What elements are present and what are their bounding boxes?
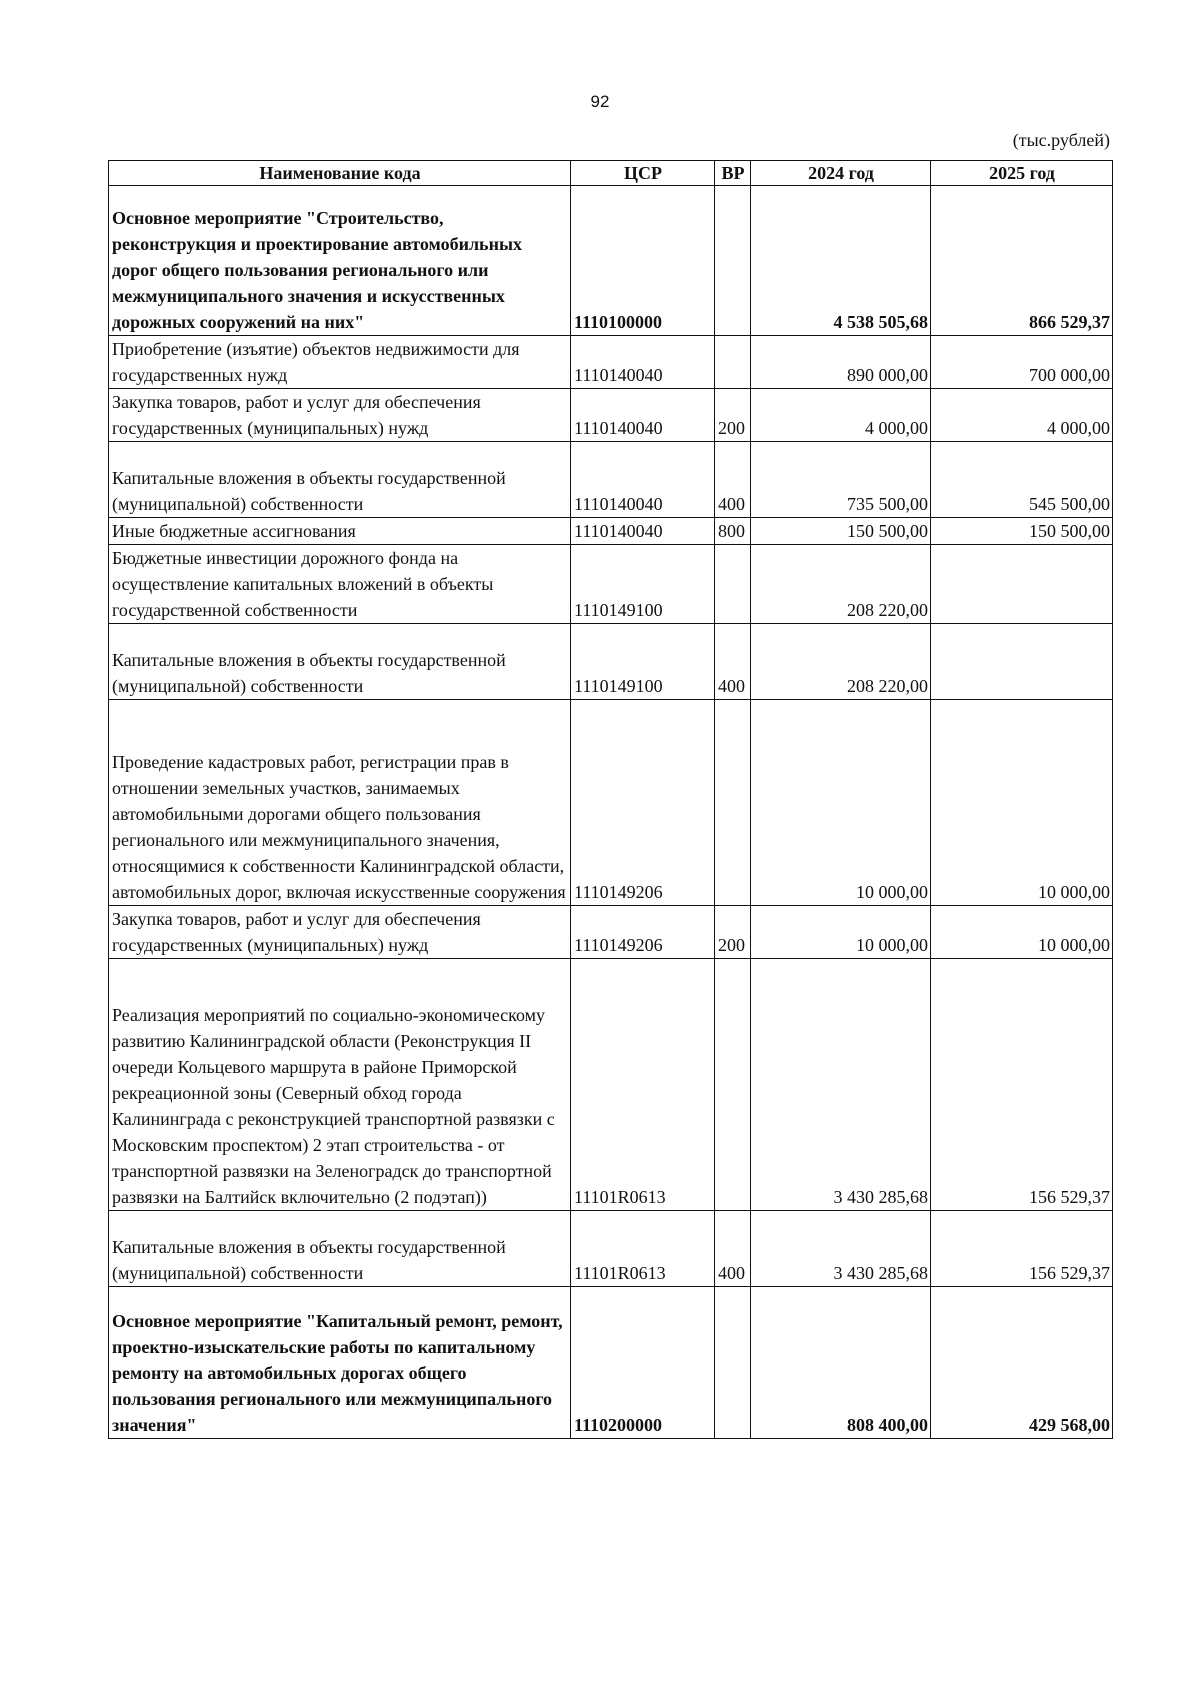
row-vr: 200 bbox=[715, 906, 751, 959]
row-csr: 1110140040 bbox=[571, 336, 715, 389]
row-csr: 11101R0613 bbox=[571, 959, 715, 1211]
table-row bbox=[109, 186, 1113, 336]
row-csr: 1110100000 bbox=[571, 186, 715, 336]
row-csr: 1110149100 bbox=[571, 624, 715, 700]
row-name: Закупка товаров, работ и услуг для обеспечения государственных (муниципальных) нужд bbox=[109, 389, 571, 442]
row-name: Бюджетные инвестиции дорожного фонда на осуществление капитальных вложений в объекты государственной собственности bbox=[109, 545, 571, 624]
row-value-2025: 700 000,00 bbox=[931, 336, 1113, 389]
header-vr: ВР bbox=[715, 161, 751, 186]
table-header-row bbox=[109, 161, 1113, 186]
row-vr bbox=[715, 1287, 751, 1439]
row-value-2025: 4 000,00 bbox=[931, 389, 1113, 442]
table-row bbox=[109, 700, 1113, 906]
row-csr: 1110140040 bbox=[571, 518, 715, 545]
row-name: Проведение кадастровых работ, регистрации прав в отношении земельных участков, занимаемых автомобильными дорогами общего пользования регионального или межмуниципального значения, относящимися к собственности Калининградской области, автомобильных дорог, включая искусственные сооружения bbox=[109, 700, 571, 906]
row-vr: 400 bbox=[715, 1211, 751, 1287]
row-csr: 1110149206 bbox=[571, 700, 715, 906]
header-name: Наименование кода bbox=[109, 161, 571, 186]
table-row bbox=[109, 1211, 1113, 1287]
row-vr: 200 bbox=[715, 389, 751, 442]
table-row bbox=[109, 389, 1113, 442]
row-vr bbox=[715, 336, 751, 389]
row-name: Капитальные вложения в объекты государственной (муниципальной) собственности bbox=[109, 1211, 571, 1287]
row-name: Закупка товаров, работ и услуг для обеспечения государственных (муниципальных) нужд bbox=[109, 906, 571, 959]
row-vr bbox=[715, 700, 751, 906]
row-name: Приобретение (изъятие) объектов недвижимости для государственных нужд bbox=[109, 336, 571, 389]
header-csr: ЦСР bbox=[571, 161, 715, 186]
row-name: Реализация мероприятий по социально-экономическому развитию Калининградской области (Реконструкция II очереди Кольцевого маршрута в районе Приморской рекреационной зоны (Северный обход города Калининграда с реконструкцией транспортной развязки с Московским проспектом) 2 этап строительства - от транспортной развязки на Зеленоградск до транспортной развязки на Балтийск включительно (2 подэтап)) bbox=[109, 959, 571, 1211]
row-name: Основное мероприятие "Строительство, реконструкция и проектирование автомобильных дорог общего пользования регионального или межмуниципального значения и искусственных дорожных сооружений на них" bbox=[109, 186, 571, 336]
row-vr bbox=[715, 186, 751, 336]
table-row bbox=[109, 442, 1113, 518]
row-vr: 800 bbox=[715, 518, 751, 545]
row-name: Основное мероприятие "Капитальный ремонт, ремонт, проектно-изыскательские работы по капитальному ремонту на автомобильных дорогах общего пользования регионального или межмуниципального значения" bbox=[109, 1287, 571, 1439]
row-value-2024: 4 538 505,68 bbox=[751, 186, 931, 336]
units-label: (тыс.рублей) bbox=[1012, 130, 1110, 150]
row-vr: 400 bbox=[715, 442, 751, 518]
row-vr bbox=[715, 959, 751, 1211]
table-row bbox=[109, 518, 1113, 545]
row-value-2025 bbox=[931, 624, 1113, 700]
row-value-2024: 150 500,00 bbox=[751, 518, 931, 545]
row-csr: 1110140040 bbox=[571, 389, 715, 442]
row-vr: 400 bbox=[715, 624, 751, 700]
row-value-2024: 208 220,00 bbox=[751, 545, 931, 624]
row-value-2025: 866 529,37 bbox=[931, 186, 1113, 336]
row-csr: 11101R0613 bbox=[571, 1211, 715, 1287]
row-value-2025: 150 500,00 bbox=[931, 518, 1113, 545]
row-name: Капитальные вложения в объекты государственной (муниципальной) собственности bbox=[109, 624, 571, 700]
row-vr bbox=[715, 545, 751, 624]
row-csr: 1110200000 bbox=[571, 1287, 715, 1439]
budget-table bbox=[108, 160, 1113, 1439]
row-name: Капитальные вложения в объекты государственной (муниципальной) собственности bbox=[109, 442, 571, 518]
row-value-2025: 156 529,37 bbox=[931, 959, 1113, 1211]
row-csr: 1110140040 bbox=[571, 442, 715, 518]
row-value-2024: 735 500,00 bbox=[751, 442, 931, 518]
table-row bbox=[109, 336, 1113, 389]
row-value-2025: 545 500,00 bbox=[931, 442, 1113, 518]
row-value-2025: 10 000,00 bbox=[931, 700, 1113, 906]
row-value-2025 bbox=[931, 545, 1113, 624]
table-row bbox=[109, 906, 1113, 959]
row-value-2025: 10 000,00 bbox=[931, 906, 1113, 959]
page-number: 92 bbox=[590, 92, 610, 111]
table-row bbox=[109, 959, 1113, 1211]
row-value-2024: 808 400,00 bbox=[751, 1287, 931, 1439]
header-2025: 2025 год bbox=[931, 161, 1113, 186]
row-value-2024: 208 220,00 bbox=[751, 624, 931, 700]
row-value-2025: 429 568,00 bbox=[931, 1287, 1113, 1439]
row-value-2024: 10 000,00 bbox=[751, 700, 931, 906]
row-value-2024: 3 430 285,68 bbox=[751, 1211, 931, 1287]
table-row bbox=[109, 624, 1113, 700]
row-csr: 1110149206 bbox=[571, 906, 715, 959]
row-name: Иные бюджетные ассигнования bbox=[109, 518, 571, 545]
row-value-2024: 3 430 285,68 bbox=[751, 959, 931, 1211]
row-value-2024: 890 000,00 bbox=[751, 336, 931, 389]
row-csr: 1110149100 bbox=[571, 545, 715, 624]
table-row bbox=[109, 1287, 1113, 1439]
table-row bbox=[109, 545, 1113, 624]
row-value-2024: 10 000,00 bbox=[751, 906, 931, 959]
row-value-2024: 4 000,00 bbox=[751, 389, 931, 442]
row-value-2025: 156 529,37 bbox=[931, 1211, 1113, 1287]
header-2024: 2024 год bbox=[751, 161, 931, 186]
